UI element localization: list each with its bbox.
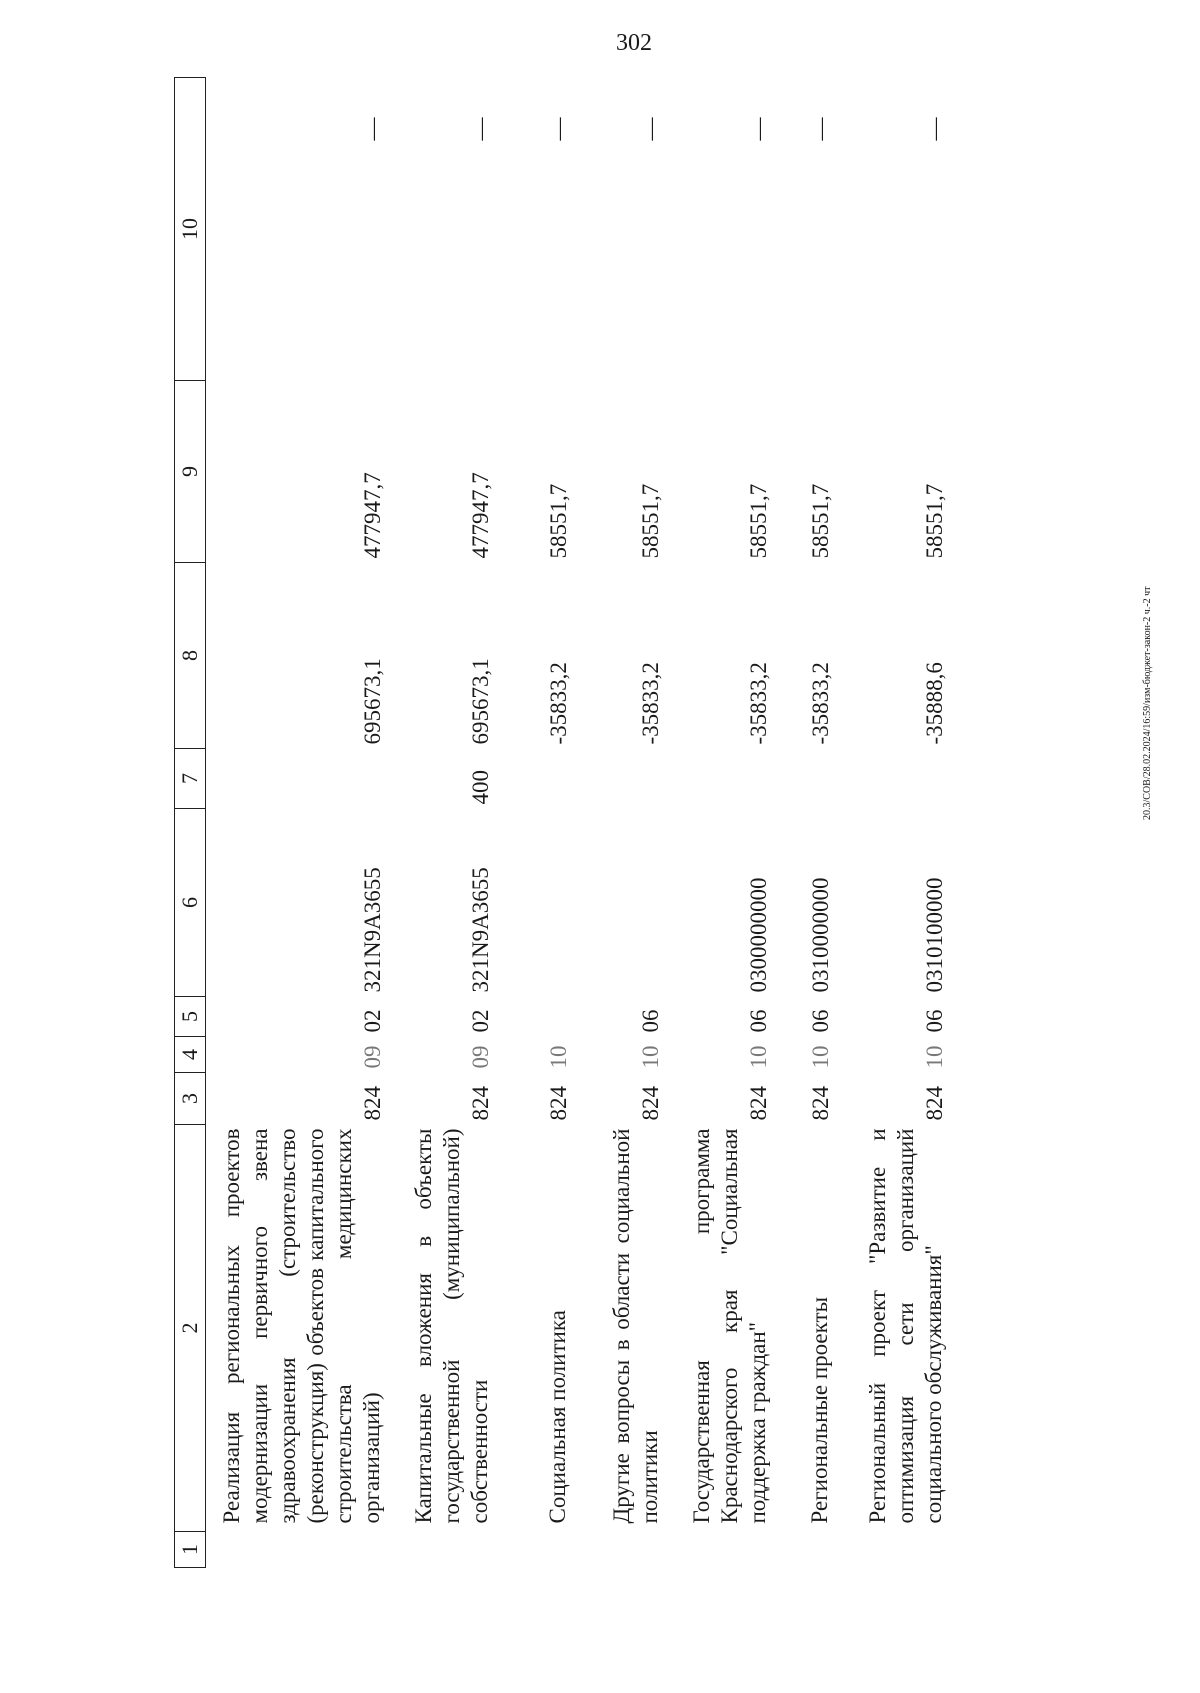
cell-expense-type xyxy=(572,749,664,809)
cell-expense-type xyxy=(664,749,772,809)
header-row xyxy=(175,78,206,1568)
table-row xyxy=(386,78,494,1568)
cell-col10: — xyxy=(638,117,663,141)
cell-amount: 58551,7 xyxy=(546,483,571,559)
header-cell: 3 xyxy=(175,1073,206,1125)
cell-section: 09 xyxy=(360,1045,385,1069)
cell-ministry: 824 xyxy=(360,1086,385,1121)
cell-section: 10 xyxy=(746,1045,771,1069)
cell-ministry: 824 xyxy=(922,1086,947,1121)
cell-section: 10 xyxy=(638,1045,663,1069)
cell-section: 10 xyxy=(808,1045,833,1069)
document-footer: 20.3/СОВ/28.02.2024/16:59/изм-бюджет-закон-2 ч.-2 чт xyxy=(1142,586,1153,820)
cell-subsection: 06 xyxy=(638,1009,663,1033)
cell-col10: — xyxy=(746,117,771,141)
cell-target-code: 321N9A3655 xyxy=(468,867,493,993)
cell-change: -35888,6 xyxy=(922,662,947,745)
cell-col10: — xyxy=(808,117,833,141)
header-cell: 1 xyxy=(175,1532,206,1568)
table-row xyxy=(772,78,834,1568)
cell-subsection: 02 xyxy=(360,1009,385,1033)
cell-expense-type xyxy=(494,749,572,809)
row-name: Другие вопросы в области социальной политики xyxy=(609,1128,662,1524)
cell-target-code: 0310100000 xyxy=(922,877,947,993)
header-cell: 6 xyxy=(175,809,206,997)
cell-amount: 477947,7 xyxy=(468,472,493,559)
cell-change: -35833,2 xyxy=(638,662,663,745)
cell-subsection: 06 xyxy=(746,1009,771,1033)
cell-amount: 58551,7 xyxy=(638,483,663,559)
header-cell: 10 xyxy=(175,78,206,381)
cell-target-code xyxy=(572,809,664,997)
row-name: Региональный проект "Развитие и оптимизация сети организаций социального обслуживания" xyxy=(865,1128,946,1524)
header-cell: 2 xyxy=(175,1125,206,1532)
table-row xyxy=(834,78,948,1568)
row-name: Государственная программа Краснодарского края "Социальная поддержка граждан" xyxy=(689,1128,770,1524)
page-number: 302 xyxy=(616,30,652,56)
cell-amount: 58551,7 xyxy=(808,483,833,559)
cell-target-code: 321N9A3655 xyxy=(360,867,385,993)
cell-subsection xyxy=(494,997,572,1037)
row-name: Реализация региональных проектов модернизации первичного звена здравоохранения (строительство (реконструкция) объектов капитального строительства медицинских организаций) xyxy=(219,1128,384,1524)
cell-section: 10 xyxy=(922,1045,947,1069)
cell-subsection: 02 xyxy=(468,1009,493,1033)
cell-target-code xyxy=(494,809,572,997)
cell-change: 695673,1 xyxy=(360,658,385,745)
table-row xyxy=(664,78,772,1568)
cell-change: -35833,2 xyxy=(746,662,771,745)
table-row xyxy=(572,78,664,1568)
row-name: Региональные проекты xyxy=(807,1296,832,1524)
cell-target-code: 0300000000 xyxy=(746,877,771,993)
cell-expense-type xyxy=(206,749,387,809)
cell-ministry: 824 xyxy=(808,1086,833,1121)
cell-subsection: 06 xyxy=(808,1009,833,1033)
cell-col10: — xyxy=(360,117,385,141)
cell-subsection: 06 xyxy=(922,1009,947,1033)
table-row xyxy=(494,78,572,1568)
header-cell: 9 xyxy=(175,381,206,563)
cell-change: -35833,2 xyxy=(546,662,571,745)
cell-target-code: 0310000000 xyxy=(808,877,833,993)
cell-amount: 58551,7 xyxy=(922,483,947,559)
cell-amount: 58551,7 xyxy=(746,483,771,559)
cell-col10: — xyxy=(922,117,947,141)
cell-expense-type: 400 xyxy=(468,770,493,805)
budget-table xyxy=(174,77,948,1568)
cell-col10: — xyxy=(468,117,493,141)
cell-expense-type xyxy=(834,749,948,809)
cell-ministry: 824 xyxy=(546,1086,571,1121)
cell-section: 10 xyxy=(546,1045,571,1069)
budget-table-rotated xyxy=(174,78,1094,1568)
cell-change: -35833,2 xyxy=(808,662,833,745)
cell-section: 09 xyxy=(468,1045,493,1069)
cell-expense-type xyxy=(772,749,834,809)
cell-ministry: 824 xyxy=(468,1086,493,1121)
cell-col10: — xyxy=(546,117,571,141)
footer-wrap xyxy=(1140,80,1156,820)
header-cell: 8 xyxy=(175,563,206,749)
cell-ministry: 824 xyxy=(638,1086,663,1121)
cell-change: 695673,1 xyxy=(468,658,493,745)
header-cell: 7 xyxy=(175,749,206,809)
cell-amount: 477947,7 xyxy=(360,472,385,559)
header-cell: 4 xyxy=(175,1037,206,1073)
cell-ministry: 824 xyxy=(746,1086,771,1121)
header-cell: 5 xyxy=(175,997,206,1037)
table-row xyxy=(206,78,387,1568)
row-name: Социальная политика xyxy=(545,1310,570,1524)
row-name: Капитальные вложения в объекты государственной (муниципальной) собственности xyxy=(411,1128,492,1524)
